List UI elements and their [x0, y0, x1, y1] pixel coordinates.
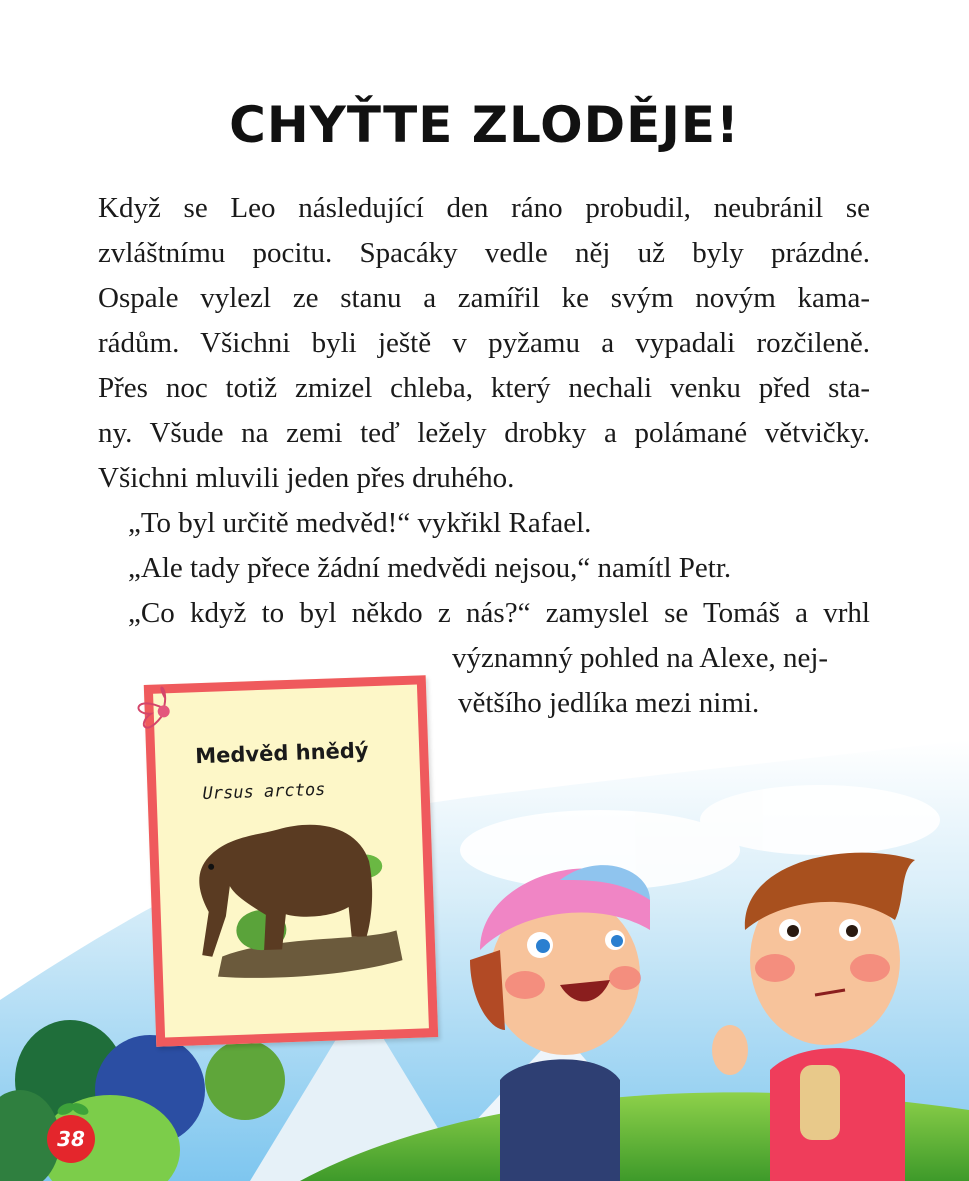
dialog-line: „Ale tady přece žádní medvědi nejsou,“ namítl Petr.	[128, 552, 732, 584]
text-line: rádům. Všichni byli ještě v pyžamu a vypadali rozčileně.	[98, 327, 870, 359]
page-number: 38	[47, 1115, 95, 1163]
text-line: Přes noc totiž zmizel chleba, který nechali venku před sta-	[98, 372, 870, 404]
dialog-continuation: většího jedlíka mezi nimi.	[458, 687, 760, 719]
card-latin-name: Ursus arctos	[202, 779, 326, 805]
animal-card	[144, 675, 438, 1047]
text-line: Ospale vylezl ze stanu a zamířil ke svým novým kama-	[98, 282, 870, 314]
ribbon-icon	[125, 682, 198, 764]
body-paragraph	[98, 186, 870, 636]
dialog-line: „Co když to byl někdo z nás?“ zamyslel se Tomáš a vrhl	[128, 597, 870, 629]
bear-image	[187, 810, 408, 987]
text-line: zvláštnímu pocitu. Spacáky vedle něj už byly prázdné.	[98, 237, 870, 269]
dialog-continuation: významný pohled na Alexe, nej-	[452, 642, 829, 674]
page-title: CHYŤTE ZLODĚJE!	[229, 96, 740, 154]
dialog-line: „To byl určitě medvěd!“ vykřikl Rafael.	[128, 507, 592, 539]
leaf-icon	[56, 1097, 90, 1117]
text-line: Všichni mluvili jeden přes druhého.	[98, 462, 515, 494]
card-animal-name: Medvěd hnědý	[194, 738, 369, 769]
text-line: Když se Leo následující den ráno probudil, neubránil se	[98, 192, 870, 224]
text-line: ny. Všude na zemi teď ležely drobky a polámané větvičky.	[98, 417, 870, 449]
